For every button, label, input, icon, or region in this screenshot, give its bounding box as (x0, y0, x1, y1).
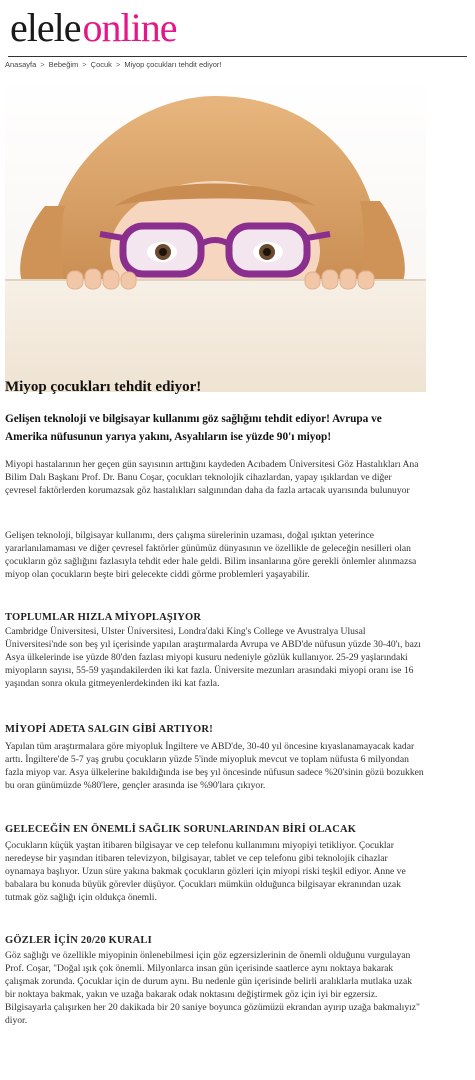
site-logo[interactable] (10, 4, 176, 52)
article-lead: Gelişen teknoloji ve bilgisayar kullanımı göz sağlığını tehdit ediyor! Avrupa ve Amerika nüfusunun yarıya yakını, Asyalıların ise yüzde 90'ı miyop! (5, 413, 382, 443)
breadcrumb-home[interactable]: Anasayfa (5, 60, 37, 69)
hero-image (5, 76, 426, 392)
section-heading-1: TOPLUMLAR HIZLA MİYOPLAŞIYOR (5, 612, 202, 623)
breadcrumb-separator: > (40, 60, 45, 69)
paragraph-6: Göz sağlığı ve özellikle miyopinin önlenebilmesi için göz egzersizlerinin de önemli olduğunu vurgulayan Prof. Coşar, "Doğal ışık çok önemli. Milyonlarca insan gün içerisinde saatlerce aynı noktaya bakarak çalışmak zorunda. Çocuklar için de durum aynı. Bu nedenle gün içerisinde belirli aralıklarla mutlaka uzak bir noktaya bakmak, yakın ve uzağa bakarak odak noktasını değiştirmek göz için iyi bir egzersiz. Bilgisayarla çalışırken her 20 dakikada bir 20 saniye boyunca gözümüzü ekrandan ayırıp uzağa bakmalıyız" diyor. (5, 950, 420, 1026)
paragraph-4: Yapılan tüm araştırmalara göre miyopluk İngiltere ve ABD'de, 30-40 yıl öncesine kıyaslanamayacak kadar arttı. İngiltere'de 5-7 yaş grubu çocukların yüzde 5'inde miyopluk mevcut ve toplam nüfusta 6 milyondan fazla miyop var. Asya ülkelerine bakıldığında ise beş yıl öncesinde nüfusun sadece %20'sinin gözü bozukken bu oran günümüzde %80'lere, gençler arasında ise %90'lara çıkıyor. (5, 741, 424, 791)
breadcrumb-current: Miyop çocukları tehdit ediyor! (124, 60, 222, 69)
paragraph-3: Cambridge Üniversitesi, Ulster Üniversitesi, Londra'daki King's College ve Avustralya Ulusal Üniversitesi'nde son beş yıl içerisinde yapılan araştırmalarda Avrupa ve ABD'de nüfusun yüzde 30-40'ı, bazı Asya ülkelerinde ise yüzde 80'den fazlası miyopi kusuru nedeniyle gözlük kullanıyor. 25-29 yaşlarındaki miyopların sayısı, 55-59 yaşındakilerden iki kat fazla. Üniversite mezunları arasındaki miyopi oranı ise 16 yaşından sonra okula gitmeyenlerdekinden iki kat fazla. (5, 626, 421, 689)
child-glasses-photo (5, 76, 426, 392)
breadcrumb-cocuk[interactable]: Çocuk (90, 60, 112, 69)
breadcrumb (5, 60, 221, 69)
article-title: Miyop çocukları tehdit ediyor! (5, 379, 202, 395)
section-heading-3: GELECEĞİN EN ÖNEMLİ SAĞLIK SORUNLARINDAN BİRİ OLACAK (5, 824, 357, 835)
logo-part-1: elele (10, 5, 81, 50)
breadcrumb-separator: > (115, 60, 121, 69)
section-heading-2: MİYOPİ ADETA SALGIN GİBİ ARTIYOR! (5, 724, 213, 735)
logo-part-2: online (82, 5, 177, 50)
site-header (8, 0, 467, 57)
section-heading-4: GÖZLER İÇİN 20/20 KURALI (5, 935, 152, 946)
breadcrumb-separator: > (82, 60, 87, 69)
breadcrumb-bebegim[interactable]: Bebeğim (48, 60, 79, 69)
paragraph-2: Gelişen teknoloji, bilgisayar kullanımı, ders çalışma sürelerinin uzaması, doğal ışıktan yeterince yararlanılamaması ve diğer çevresel faktörler günümüz dünyasının ve özellikle de geleceğin nesilleri olan çocukların göz sağlığını fazlasıyla tehdit eder hale geldi. Bilim insanlarına göre gerekli önlemler alınmazsa miyop olan çocukların beşte biri gelecekte ciddi görme problemleri yaşayabilir. (5, 530, 417, 580)
paragraph-1: Miyopi hastalarının her geçen gün sayısının arttığını kaydeden Acıbadem Üniversitesi Göz Hastalıkları Ana Bilim Dalı Başkanı Prof. Dr. Banu Coşar, çocukları teknolojik cihazlardan, yapay ışıklardan ve diğer çevresel faktörlerden korumazsak göz hastalıkları salgınından daha da fazla artacak uyarısında bulunuyor (5, 459, 419, 496)
paragraph-5: Çocukların küçük yaştan itibaren bilgisayar ve cep telefonu kullanımını miyopiyi tetikliyor. Çocuklar neredeyse bir yaşından itibaren televizyon, bilgisayar, tablet ve cep telefonu gibi teknolojik cihazlar oynamaya başlıyor. Uzun süre yakına bakmak çocukların gözleri için miyopi riski teşkil ediyor. Anne ve babalara bu konuda büyük görevler düşüyor. Çocukları mümkün olduğunca bilgisayar ekranından uzak tutmak göz sağlığı için oldukça önemli. (5, 840, 406, 903)
